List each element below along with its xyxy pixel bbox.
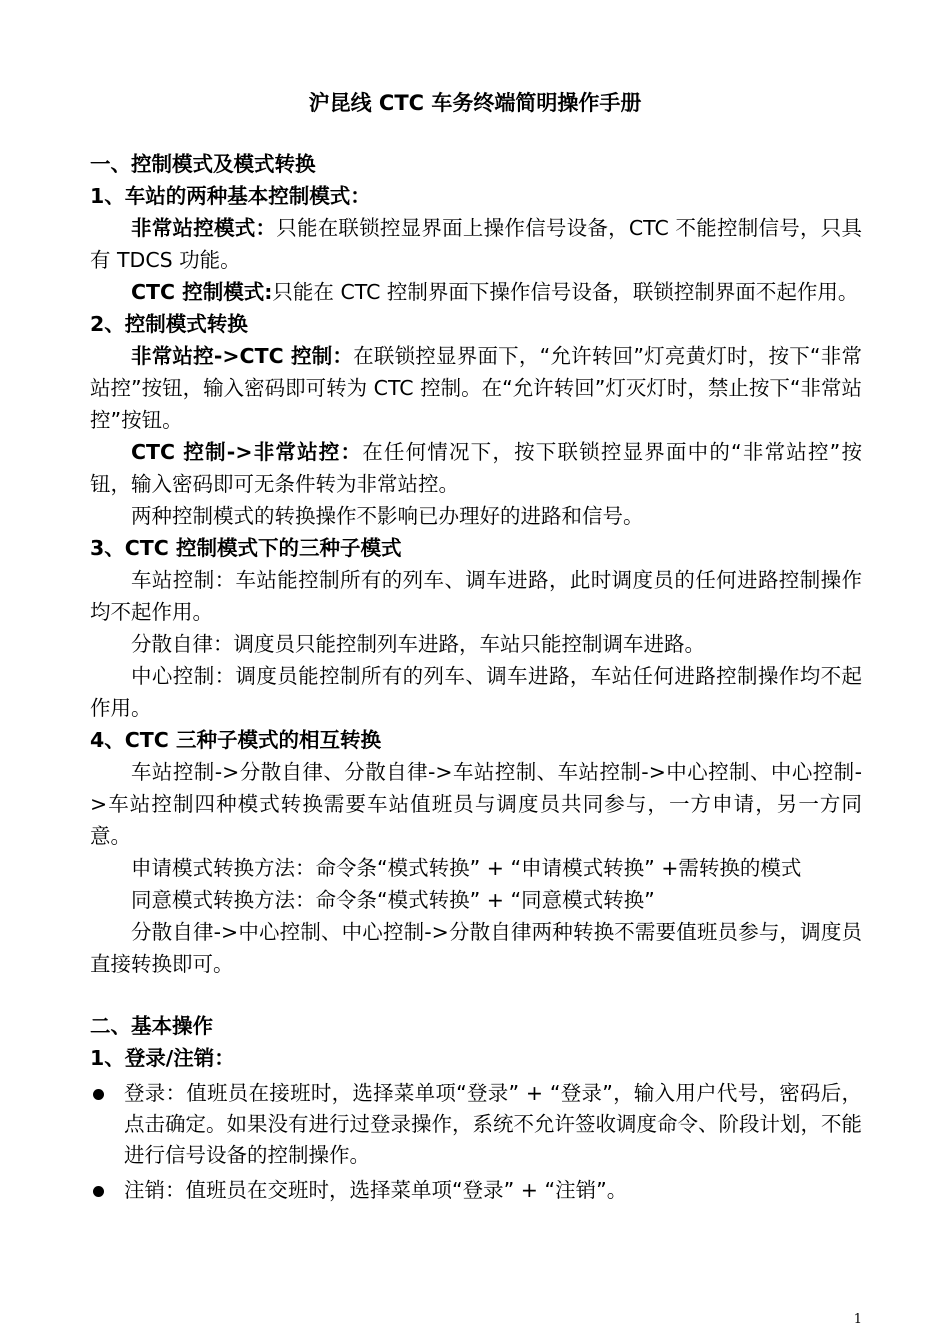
term-label: CTC 控制->非常站控： bbox=[131, 440, 363, 464]
section-heading-1: 一、控制模式及模式转换 bbox=[90, 152, 316, 176]
paragraph bbox=[90, 340, 862, 436]
term-label: 非常站控模式： bbox=[131, 216, 277, 240]
bullet-text: 登录：值班员在接班时，选择菜单项“登录” + “登录”，输入用户代号，密码后，点击确定。如果没有进行过登录操作，系统不允许签收调度命令、阶段计划，不能进行信号设备的控制操作。 bbox=[124, 1081, 862, 1167]
paragraph: 申请模式转换方法：命令条“模式转换” + “申请模式转换” +需转换的模式 bbox=[131, 856, 802, 880]
paragraph: 分散自律：调度员只能控制列车进路，车站只能控制调车进路。 bbox=[131, 632, 705, 656]
bullet-item-login bbox=[90, 1078, 862, 1171]
term-text: 只能在联锁控显界面上操作信号设备，CTC 不能控制信号，只具有 TDCS 功能。 bbox=[90, 216, 862, 272]
section-spacer bbox=[90, 980, 862, 1010]
paragraph: 车站控制->分散自律、分散自律->车站控制、车站控制->中心控制、中心控制->车站控制四种模式转换需要车站值班员与调度员共同参与，一方申请，另一方同意。 bbox=[90, 760, 862, 848]
term-label: 非常站控->CTC 控制： bbox=[131, 344, 354, 368]
subsection-heading-1-1: 1、车站的两种基本控制模式： bbox=[90, 184, 371, 208]
bullet-dot-icon bbox=[93, 1186, 104, 1197]
document-body bbox=[90, 148, 862, 1206]
paragraph: 两种控制模式的转换操作不影响已办理好的进路和信号。 bbox=[131, 504, 644, 528]
paragraph bbox=[90, 436, 862, 500]
term-text: 只能在 CTC 控制界面下操作信号设备，联锁控制界面不起作用。 bbox=[272, 280, 859, 304]
subsection-heading-1-2: 2、控制模式转换 bbox=[90, 312, 248, 336]
paragraph bbox=[90, 212, 862, 276]
bullet-dot-icon bbox=[93, 1089, 104, 1100]
paragraph: 中心控制：调度员能控制所有的列车、调车进路，车站任何进路控制操作均不起作用。 bbox=[90, 664, 862, 720]
subsection-heading-1-3: 3、CTC 控制模式下的三种子模式 bbox=[90, 536, 402, 560]
subsection-heading-1-4: 4、CTC 三种子模式的相互转换 bbox=[90, 728, 381, 752]
paragraph bbox=[90, 276, 862, 308]
subsection-heading-2-1: 1、登录/注销： bbox=[90, 1046, 235, 1070]
term-text: 在任何情况下，按下联锁控显界面中的“非常站控”按钮，输入密码即可无条件转为非常站控。 bbox=[90, 440, 862, 496]
term-label: CTC 控制模式: bbox=[131, 280, 273, 304]
document-title: 沪昆线 CTC 车务终端简明操作手册 bbox=[308, 91, 642, 115]
bullet-item-logout bbox=[90, 1175, 862, 1206]
page-number: 1 bbox=[853, 1312, 862, 1327]
paragraph: 同意模式转换方法：命令条“模式转换” + “同意模式转换” bbox=[131, 888, 655, 912]
term-text: 在联锁控显界面下，“允许转回”灯亮黄灯时，按下“非常站控”按钮，输入密码即可转为 CTC 控制。在“允许转回”灯灭灯时，禁止按下“非常站控”按钮。 bbox=[90, 344, 862, 432]
paragraph: 分散自律->中心控制、中心控制->分散自律两种转换不需要值班员参与，调度员直接转换即可。 bbox=[90, 920, 862, 976]
section-heading-2: 二、基本操作 bbox=[90, 1014, 213, 1038]
paragraph: 车站控制：车站能控制所有的列车、调车进路，此时调度员的任何进路控制操作均不起作用。 bbox=[90, 568, 862, 624]
bullet-text: 注销：值班员在交班时，选择菜单项“登录” + “注销”。 bbox=[124, 1178, 628, 1202]
